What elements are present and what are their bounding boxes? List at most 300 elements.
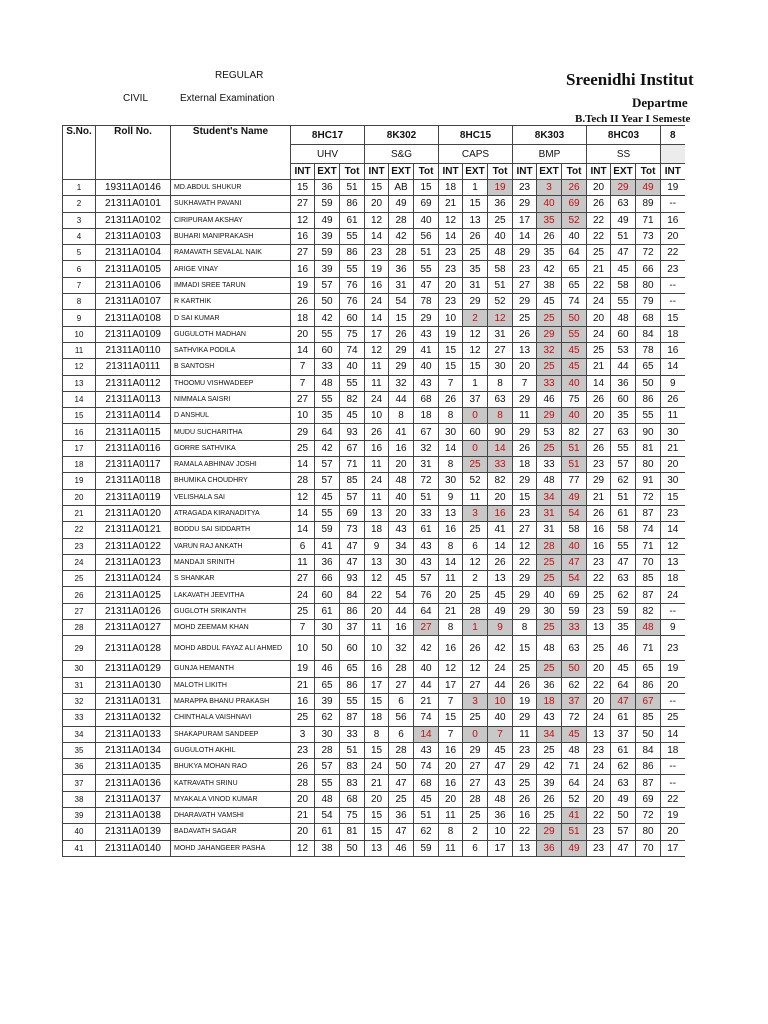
mark-cell: 50: [315, 294, 340, 310]
mark-cell: 51: [611, 489, 636, 505]
roll-cell: 21311A0122: [96, 538, 171, 554]
component-header-int: INT: [291, 164, 315, 180]
mark-cell: 24: [488, 661, 513, 677]
mark-cell: 40: [340, 359, 365, 375]
table-row: [63, 677, 685, 693]
mark-cell: 12: [661, 538, 685, 554]
mark-cell: 50: [611, 807, 636, 823]
component-header-ext: EXT: [389, 164, 414, 180]
mark-cell: 62: [611, 759, 636, 775]
mark-cell: 30: [439, 473, 463, 489]
mark-cell: 36: [488, 196, 513, 212]
name-cell: D SAI KUMAR: [171, 310, 291, 326]
mark-cell: 18: [439, 180, 463, 196]
mark-cell: 35: [611, 408, 636, 424]
component-header-tot: Tot: [488, 164, 513, 180]
name-cell: ARIGE VINAY: [171, 261, 291, 277]
mark-cell: 13: [513, 342, 537, 358]
mark-cell: 28: [463, 603, 488, 619]
name-cell: R KARTHIK: [171, 294, 291, 310]
mark-cell: 45: [340, 408, 365, 424]
mark-cell: 22: [587, 277, 611, 293]
mark-cell: 29: [463, 294, 488, 310]
mark-cell: 19: [661, 180, 685, 196]
mark-cell: 90: [636, 424, 661, 440]
serial-cell: 33: [63, 710, 96, 726]
mark-cell: 49: [636, 180, 661, 196]
mark-cell: 11: [661, 408, 685, 424]
mark-cell: 8: [389, 408, 414, 424]
mark-cell: 16: [587, 538, 611, 554]
serial-cell: 41: [63, 840, 96, 856]
roll-cell: 19311A0146: [96, 180, 171, 196]
mark-cell: 25: [537, 310, 562, 326]
mark-cell: 58: [562, 522, 587, 538]
mark-cell: 23: [513, 261, 537, 277]
mark-cell: 74: [340, 342, 365, 358]
mark-cell: 27: [463, 759, 488, 775]
mark-cell: 23: [587, 457, 611, 473]
mark-cell: 24: [365, 391, 389, 407]
name-cell: IMMADI SREE TARUN: [171, 277, 291, 293]
mark-cell: 13: [463, 212, 488, 228]
mark-cell: 51: [340, 180, 365, 196]
mark-cell: 11: [365, 457, 389, 473]
mark-cell: 12: [439, 212, 463, 228]
table-row: [63, 473, 685, 489]
mark-cell: 12: [365, 571, 389, 587]
mark-cell: 49: [389, 196, 414, 212]
table-row: [63, 840, 685, 856]
mark-cell: 17: [513, 212, 537, 228]
mark-cell: 56: [389, 710, 414, 726]
mark-cell: 18: [291, 310, 315, 326]
mark-cell: 19: [365, 261, 389, 277]
roll-cell: 21311A0119: [96, 489, 171, 505]
mark-cell: 72: [636, 245, 661, 261]
roll-cell: 21311A0116: [96, 440, 171, 456]
mark-cell: 21: [291, 677, 315, 693]
mark-cell: 33: [340, 726, 365, 742]
roll-cell: 21311A0104: [96, 245, 171, 261]
mark-cell: 39: [537, 775, 562, 791]
mark-cell: 19: [291, 277, 315, 293]
table-row: [63, 742, 685, 758]
mark-cell: 10: [291, 408, 315, 424]
mark-cell: 52: [463, 473, 488, 489]
mark-cell: 72: [414, 473, 439, 489]
roll-cell: 21311A0101: [96, 196, 171, 212]
mark-cell: 3: [463, 505, 488, 521]
roll-cell: 21311A0128: [96, 636, 171, 661]
mark-cell: 24: [587, 710, 611, 726]
mark-cell: 74: [414, 759, 439, 775]
mark-cell: 29: [513, 245, 537, 261]
serial-cell: 36: [63, 759, 96, 775]
mark-cell: 81: [340, 824, 365, 840]
mark-cell: 37: [340, 620, 365, 636]
mark-cell: 20: [661, 228, 685, 244]
mark-cell: 71: [636, 636, 661, 661]
mark-cell: 26: [587, 440, 611, 456]
mark-cell: 42: [389, 228, 414, 244]
mark-cell: 68: [340, 791, 365, 807]
serial-cell: 20: [63, 489, 96, 505]
subject-code: 8HC15: [439, 126, 513, 145]
serial-cell: 25: [63, 571, 96, 587]
mark-cell: 43: [488, 775, 513, 791]
mark-cell: 16: [439, 636, 463, 661]
mark-cell: 7: [513, 375, 537, 391]
mark-cell: 65: [562, 261, 587, 277]
mark-cell: 20: [439, 587, 463, 603]
component-header-ext: EXT: [537, 164, 562, 180]
mark-cell: 8: [439, 620, 463, 636]
mark-cell: 37: [611, 726, 636, 742]
mark-cell: 26: [537, 791, 562, 807]
mark-cell: 29: [513, 424, 537, 440]
mark-cell: 29: [537, 408, 562, 424]
mark-cell: 8: [439, 457, 463, 473]
mark-cell: 20: [587, 310, 611, 326]
mark-cell: 33: [537, 375, 562, 391]
mark-cell: 10: [439, 310, 463, 326]
name-cell: GUGLOTH SRIKANTH: [171, 603, 291, 619]
mark-cell: 48: [488, 791, 513, 807]
mark-cell: 51: [562, 440, 587, 456]
mark-cell: 67: [636, 693, 661, 709]
roll-cell: 21311A0140: [96, 840, 171, 856]
mark-cell: 30: [661, 424, 685, 440]
mark-cell: 21: [291, 807, 315, 823]
serial-cell: 27: [63, 603, 96, 619]
mark-cell: 62: [315, 710, 340, 726]
mark-cell: 28: [389, 661, 414, 677]
mark-cell: 20: [389, 505, 414, 521]
mark-cell: 31: [389, 277, 414, 293]
mark-cell: 54: [389, 587, 414, 603]
mark-cell: 20: [291, 326, 315, 342]
component-header-tot: Tot: [414, 164, 439, 180]
mark-cell: 15: [414, 180, 439, 196]
mark-cell: 41: [488, 522, 513, 538]
name-cell: BADAVATH SAGAR: [171, 824, 291, 840]
mark-cell: 50: [636, 726, 661, 742]
mark-cell: 65: [636, 661, 661, 677]
mark-cell: 53: [611, 342, 636, 358]
name-cell: SATHVIKA PODILA: [171, 342, 291, 358]
mark-cell: 25: [389, 791, 414, 807]
mark-cell: 61: [611, 505, 636, 521]
serial-cell: 19: [63, 473, 96, 489]
mark-cell: 38: [537, 277, 562, 293]
mark-cell: 86: [340, 245, 365, 261]
name-cell: DHARAVATH VAMSHI: [171, 807, 291, 823]
roll-cell: 21311A0113: [96, 391, 171, 407]
mark-cell: 2: [463, 571, 488, 587]
mark-cell: 42: [537, 261, 562, 277]
mark-cell: 23: [291, 742, 315, 758]
name-cell: MYAKALA VINOD KUMAR: [171, 791, 291, 807]
mark-cell: 10: [488, 693, 513, 709]
mark-cell: 23: [513, 742, 537, 758]
mark-cell: 23: [439, 294, 463, 310]
mark-cell: 29: [513, 391, 537, 407]
mark-cell: 25: [537, 807, 562, 823]
mark-cell: 25: [661, 710, 685, 726]
mark-cell: 43: [414, 554, 439, 570]
name-cell: MARAPPA BHANU PRAKASH: [171, 693, 291, 709]
mark-cell: 43: [414, 538, 439, 554]
mark-cell: 25: [463, 245, 488, 261]
table-row: [63, 180, 685, 196]
mark-cell: 31: [537, 522, 562, 538]
roll-cell: 21311A0121: [96, 522, 171, 538]
mark-cell: 37: [463, 391, 488, 407]
mark-cell: 87: [636, 775, 661, 791]
mark-cell: 30: [389, 554, 414, 570]
mark-cell: 26: [463, 228, 488, 244]
mark-cell: 14: [661, 522, 685, 538]
name-cell: MOHD JAHANGEER PASHA: [171, 840, 291, 856]
mark-cell: 32: [537, 342, 562, 358]
mark-cell: 29: [291, 424, 315, 440]
mark-cell: 15: [661, 310, 685, 326]
mark-cell: 85: [636, 571, 661, 587]
mark-cell: 69: [636, 791, 661, 807]
mark-cell: 48: [537, 636, 562, 661]
subject-name: S&G: [365, 145, 439, 164]
mark-cell: 20: [439, 759, 463, 775]
mark-cell: 14: [291, 342, 315, 358]
mark-cell: 40: [562, 375, 587, 391]
exam-type-label: External Examination: [180, 93, 275, 104]
mark-cell: 27: [291, 571, 315, 587]
mark-cell: 61: [315, 824, 340, 840]
mark-cell: 16: [513, 807, 537, 823]
roll-cell: 21311A0111: [96, 359, 171, 375]
mark-cell: 63: [611, 571, 636, 587]
mark-cell: 45: [562, 726, 587, 742]
mark-cell: 24: [365, 759, 389, 775]
mark-cell: 41: [389, 424, 414, 440]
mark-cell: 30: [661, 473, 685, 489]
mark-cell: 3: [291, 726, 315, 742]
mark-cell: 6: [291, 538, 315, 554]
mark-cell: 25: [587, 342, 611, 358]
roll-cell: 21311A0131: [96, 693, 171, 709]
mark-cell: 29: [389, 342, 414, 358]
mark-cell: 14: [661, 726, 685, 742]
mark-cell: 16: [439, 775, 463, 791]
mark-cell: 55: [611, 538, 636, 554]
mark-cell: 60: [463, 424, 488, 440]
mark-cell: 20: [587, 693, 611, 709]
col-header-sno: S.No.: [63, 126, 96, 180]
mark-cell: 21: [587, 359, 611, 375]
mark-cell: 67: [414, 424, 439, 440]
mark-cell: 25: [291, 440, 315, 456]
mark-cell: 59: [611, 603, 636, 619]
component-header-ext: EXT: [315, 164, 340, 180]
mark-cell: 55: [315, 391, 340, 407]
roll-cell: 21311A0114: [96, 408, 171, 424]
mark-cell: 35: [537, 245, 562, 261]
name-cell: GORRE SATHVIKA: [171, 440, 291, 456]
mark-cell: 25: [463, 710, 488, 726]
mark-cell: 15: [365, 807, 389, 823]
mark-cell: 24: [587, 294, 611, 310]
mark-cell: 36: [488, 807, 513, 823]
mark-cell: 91: [636, 473, 661, 489]
mark-cell: 82: [636, 603, 661, 619]
mark-cell: 60: [340, 636, 365, 661]
table-row: [63, 342, 685, 358]
mark-cell: 27: [463, 677, 488, 693]
mark-cell: 44: [389, 391, 414, 407]
mark-cell: 15: [439, 359, 463, 375]
mark-cell: 32: [414, 440, 439, 456]
mark-cell: 86: [636, 759, 661, 775]
mark-cell: 47: [389, 824, 414, 840]
mark-cell: 59: [414, 840, 439, 856]
mark-cell: 10: [365, 408, 389, 424]
mark-cell: 15: [463, 196, 488, 212]
mark-cell: 26: [488, 554, 513, 570]
mark-cell: 44: [389, 603, 414, 619]
mark-cell: 57: [315, 759, 340, 775]
mark-cell: 54: [315, 807, 340, 823]
mark-cell: 49: [488, 603, 513, 619]
mark-cell: 20: [587, 408, 611, 424]
mark-cell: 35: [463, 261, 488, 277]
mark-cell: 41: [414, 342, 439, 358]
branch-label: CIVIL: [123, 93, 149, 104]
mark-cell: 20: [439, 791, 463, 807]
mark-cell: 39: [315, 693, 340, 709]
mark-cell: 9: [439, 489, 463, 505]
serial-cell: 24: [63, 554, 96, 570]
mark-cell: 8: [439, 538, 463, 554]
mark-cell: 71: [636, 212, 661, 228]
mark-cell: 26: [587, 196, 611, 212]
mark-cell: 29: [513, 571, 537, 587]
mark-cell: 86: [636, 391, 661, 407]
mark-cell: 57: [611, 824, 636, 840]
mark-cell: 60: [611, 391, 636, 407]
mark-cell: 36: [537, 677, 562, 693]
mark-cell: 64: [414, 603, 439, 619]
mark-cell: 6: [463, 538, 488, 554]
mark-cell: 48: [562, 742, 587, 758]
mark-cell: 61: [414, 522, 439, 538]
mark-cell: 42: [414, 636, 439, 661]
mark-cell: 11: [439, 807, 463, 823]
mark-cell: 31: [463, 277, 488, 293]
mark-cell: 44: [611, 359, 636, 375]
mark-cell: 26: [661, 391, 685, 407]
mark-cell: 63: [488, 391, 513, 407]
mark-cell: 28: [463, 791, 488, 807]
mark-cell: 12: [291, 489, 315, 505]
mark-cell: 28: [389, 742, 414, 758]
serial-cell: 6: [63, 261, 96, 277]
mark-cell: 55: [315, 505, 340, 521]
mark-cell: 67: [340, 440, 365, 456]
mark-cell: 61: [611, 742, 636, 758]
mark-cell: 14: [488, 538, 513, 554]
mark-cell: 11: [291, 554, 315, 570]
mark-cell: 16: [488, 505, 513, 521]
mark-cell: 15: [513, 489, 537, 505]
component-header-ext: EXT: [611, 164, 636, 180]
name-cell: MALOTH LIKITH: [171, 677, 291, 693]
mark-cell: 17: [439, 677, 463, 693]
mark-cell: 22: [661, 791, 685, 807]
mark-cell: 10: [291, 636, 315, 661]
mark-cell: 49: [315, 212, 340, 228]
mark-cell: --: [661, 693, 685, 709]
mark-cell: 40: [389, 489, 414, 505]
mark-cell: 48: [611, 310, 636, 326]
mark-cell: 18: [661, 326, 685, 342]
mark-cell: 14: [414, 726, 439, 742]
mark-cell: 40: [414, 212, 439, 228]
subject-name: UHV: [291, 145, 365, 164]
mark-cell: 27: [291, 245, 315, 261]
table-row: [63, 636, 685, 661]
mark-cell: 40: [562, 228, 587, 244]
mark-cell: 57: [340, 489, 365, 505]
mark-cell: 34: [537, 489, 562, 505]
mark-cell: 17: [488, 840, 513, 856]
mark-cell: 16: [365, 277, 389, 293]
table-row: [63, 824, 685, 840]
mark-cell: 87: [340, 710, 365, 726]
mark-cell: 28: [537, 538, 562, 554]
mark-cell: 86: [340, 603, 365, 619]
component-header-int: INT: [439, 164, 463, 180]
mark-cell: 45: [315, 489, 340, 505]
component-header-tot: Tot: [636, 164, 661, 180]
mark-cell: 48: [389, 473, 414, 489]
mark-cell: 35: [611, 620, 636, 636]
mark-cell: 53: [537, 424, 562, 440]
serial-cell: 35: [63, 742, 96, 758]
name-cell: BHUMIKA CHOUDHRY: [171, 473, 291, 489]
serial-cell: 5: [63, 245, 96, 261]
mark-cell: 28: [291, 473, 315, 489]
mark-cell: 79: [636, 294, 661, 310]
mark-cell: 23: [661, 261, 685, 277]
mark-cell: 84: [340, 587, 365, 603]
mark-cell: 36: [537, 840, 562, 856]
table-row: [63, 571, 685, 587]
mark-cell: 54: [562, 505, 587, 521]
mark-cell: 22: [587, 212, 611, 228]
mark-cell: 22: [587, 807, 611, 823]
mark-cell: 12: [463, 554, 488, 570]
roll-cell: 21311A0105: [96, 261, 171, 277]
table-row: [63, 228, 685, 244]
mark-cell: 49: [611, 791, 636, 807]
mark-cell: 3: [537, 180, 562, 196]
mark-cell: 30: [439, 424, 463, 440]
mark-cell: 80: [636, 457, 661, 473]
mark-cell: 82: [562, 424, 587, 440]
mark-cell: 25: [537, 620, 562, 636]
mark-cell: 21: [661, 440, 685, 456]
